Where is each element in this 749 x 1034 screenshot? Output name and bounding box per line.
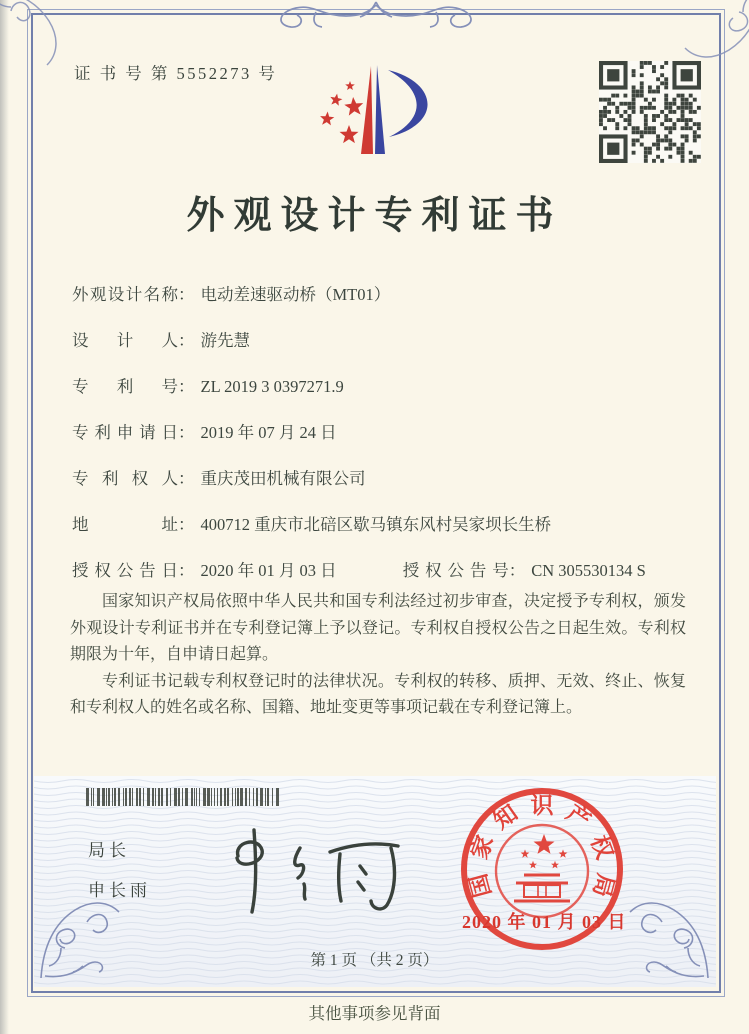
field-colon: ： (178, 515, 195, 534)
signer-title: 局长 (88, 841, 130, 860)
cnipa-patent-logo-icon (298, 44, 463, 176)
field-design-name (72, 272, 696, 318)
field-filing-date (72, 410, 696, 456)
legal-text (70, 589, 686, 722)
field-value: 电动差速驱动桥（MT01） (200, 285, 391, 304)
field-label: 专利权人 (72, 469, 178, 488)
field-label: 专利号 (72, 377, 178, 396)
field-label: 授权公告日 (72, 561, 178, 580)
back-side-note: 其他事项参见背面 (308, 1004, 441, 1023)
field-value: 2019 年 07 月 24 日 (200, 423, 337, 442)
svg-text:权: 权 (585, 832, 618, 863)
qr-code-icon (599, 61, 701, 163)
legal-paragraph-2: 专利证书记载专利权登记时的法律状况。专利权的转移、质押、无效、终止、恢复和专利权人的姓名或名称、国籍、地址变更等事项记载在专利登记簿上。 (70, 672, 686, 716)
scan-page-edge (0, 0, 9, 1034)
field-grant-number (403, 561, 646, 580)
top-center-flourish (256, 0, 496, 34)
svg-text:知: 知 (488, 800, 523, 834)
field-value: 400712 重庆市北碚区歇马镇东风村吴家坝长生桥 (200, 515, 552, 534)
field-colon: ： (178, 331, 195, 350)
svg-text:识: 识 (530, 793, 554, 818)
field-colon: ： (178, 469, 195, 488)
field-value: 2020 年 01 月 03 日 (200, 561, 337, 580)
field-value: ZL 2019 3 0397271.9 (200, 377, 344, 396)
field-label: 设计人 (72, 331, 178, 350)
field-designer (72, 318, 696, 364)
field-value: CN 305530134 S (531, 561, 646, 580)
field-label: 授权公告号 (402, 561, 509, 580)
field-colon: ： (178, 377, 195, 396)
svg-text:产: 产 (561, 800, 596, 834)
svg-text:局: 局 (588, 871, 619, 900)
field-patentee (72, 456, 696, 502)
field-label: 专利申请日 (72, 423, 178, 442)
certificate-number: 证 书 号 第 5552273 号 (74, 64, 278, 83)
field-colon: ： (178, 285, 195, 304)
svg-text:国: 国 (465, 871, 496, 900)
field-label: 地址 (72, 515, 178, 534)
legal-paragraph-1: 国家知识产权局依照中华人民共和国专利法经过初步审查，决定授予专利权，颁发外观设计专利证书并在专利登记簿上予以登记。专利权自授权公告之日起生效。专利权期限为十年，自申请日起算。 (70, 593, 686, 663)
field-address (72, 502, 696, 548)
field-grant-date (72, 561, 341, 580)
field-grant-row (72, 548, 696, 594)
field-value: 重庆茂田机械有限公司 (200, 469, 366, 488)
signer-name: 申长雨 (88, 881, 151, 900)
field-colon: ： (178, 561, 195, 580)
field-colon: ： (178, 423, 195, 442)
seal-date: 2020 年 01 月 03 日 (462, 912, 627, 932)
barcode-icon (85, 788, 285, 806)
field-value: 游先慧 (200, 331, 250, 350)
field-label: 外观设计名称 (72, 285, 178, 304)
field-list (72, 272, 696, 594)
svg-text:家: 家 (466, 832, 499, 863)
top-left-corner-lace (0, 0, 73, 69)
field-patent-number (72, 364, 696, 410)
field-colon: ： (508, 561, 526, 580)
page-number: 第 1 页 （共 2 页） (310, 952, 439, 969)
handwritten-signature-icon (208, 818, 418, 922)
certificate-title: 外观设计专利证书 (186, 195, 563, 237)
